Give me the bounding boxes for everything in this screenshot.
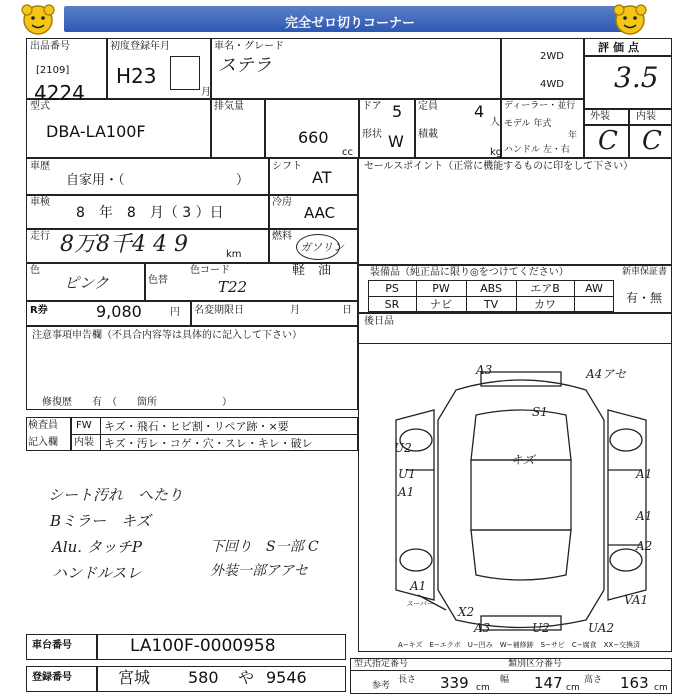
mileage-value: 8万8千4 4 9 <box>60 232 188 257</box>
equip-sr: SR <box>384 298 400 311</box>
width-unit: cm <box>566 683 580 693</box>
length-value: 339 <box>440 674 469 692</box>
diagram-mark: U2 <box>394 441 412 455</box>
color-code-label: 色コード <box>190 265 230 276</box>
diagram-mark: A1 <box>398 485 415 499</box>
warranty-label: 新車保証書 <box>622 267 668 277</box>
sales-point-label: セールスポイント（正常に機能するものに印をして下さい） <box>364 161 634 172</box>
drive-4wd: 4WD <box>540 79 564 90</box>
notes-label: 注意事項申告欄（不具合内容等は具体的に記入して下さい） <box>32 330 302 341</box>
back-seat-label: 後日品 <box>364 316 394 327</box>
note-line-3: Alu. タッチP <box>52 538 142 556</box>
car-diagram <box>386 360 656 640</box>
equip-ps: PS <box>385 282 399 295</box>
mascot-left-icon <box>18 2 58 38</box>
diagram-mark: A1 <box>410 579 427 593</box>
history-value: 自家用・（ <box>66 173 125 188</box>
door-value: 5 <box>392 102 403 121</box>
model-year-label: モデル 年式 <box>504 119 552 129</box>
recycle-value: 9,080 <box>96 302 142 321</box>
diagram-mark: A2 <box>636 539 653 553</box>
exterior-grade: C <box>598 126 618 156</box>
note-line-2: Bミラー キズ <box>50 512 151 530</box>
inspector-label: 検査員 <box>28 420 58 431</box>
car-name-label: 車名・グレード <box>214 41 284 52</box>
aircon-value: AAC <box>304 204 336 222</box>
load-unit: kg <box>490 147 503 158</box>
equip-pw: PW <box>432 282 450 295</box>
diagram-mark: A4アセ <box>586 367 627 381</box>
handle-label: ハンドル 左・右 <box>504 145 570 155</box>
lot-number: 4224 <box>34 81 85 105</box>
sales-frame <box>358 158 672 344</box>
length-label: 長さ <box>398 675 417 685</box>
diagram-mark: U2 <box>532 621 550 635</box>
damage-legend: A−キズ E−エクボ U−凹み W−補修跡 S−サビ C−腐食 XX−交換済 <box>398 641 641 649</box>
diagram-mark: スーパー <box>406 600 434 608</box>
reference-label: 参考 <box>372 681 391 691</box>
type-cert-label: 型式指定番号 <box>354 659 409 669</box>
class-label: 類別区分番号 <box>508 659 563 669</box>
color-change-label: 色替 <box>148 275 168 286</box>
note-line-6: 外装一部アアセ <box>210 563 308 579</box>
height-unit: cm <box>654 683 668 693</box>
diagram-mark: A3 <box>476 363 493 377</box>
fuel-label: 燃料 <box>272 231 292 242</box>
interior-grade: C <box>642 126 662 156</box>
name-change-day: 日 <box>342 305 352 316</box>
interior-label: 内装 <box>636 111 656 122</box>
width-value: 147 <box>534 674 563 692</box>
mascot-right-icon <box>610 2 650 38</box>
fw-items: キズ・飛石・ヒビ割・リペア跡・×要 <box>104 420 289 433</box>
equip-tv: TV <box>483 298 499 311</box>
equip-leather: カワ <box>534 298 556 311</box>
diagram-mark: S1 <box>532 405 548 419</box>
shift-label: シフト <box>272 161 302 172</box>
shift-value: AT <box>312 168 332 187</box>
color-label: 色 <box>30 265 40 276</box>
chassis-label: 車台番号 <box>32 640 72 651</box>
score-value: 3.5 <box>614 61 659 94</box>
car-name-value: ステラ <box>218 55 272 76</box>
displacement-value: 660 <box>298 128 329 147</box>
fuel-circle-mark <box>296 234 340 260</box>
height-label: 高さ <box>584 675 603 685</box>
load-label: 積載 <box>418 129 438 140</box>
capacity-label: 定員 <box>418 101 438 112</box>
width-label: 幅 <box>500 675 510 685</box>
shape-label: 形状 <box>362 129 382 140</box>
title-banner <box>64 6 636 32</box>
capacity-value: 4 <box>474 102 485 121</box>
lot-number-label: 出品番号 <box>30 41 70 52</box>
plate-class: 580 <box>188 668 219 687</box>
mileage-unit: km <box>226 249 242 260</box>
equip-navi: ナビ <box>430 298 452 311</box>
fw-label: FW <box>76 420 92 431</box>
color-code-value: T22 <box>218 278 248 296</box>
recycle-label: R券 <box>30 305 48 316</box>
door-label: ドア <box>362 101 382 112</box>
displacement-label: 排気量 <box>214 101 244 112</box>
equip-abs: ABS <box>480 282 502 295</box>
note-line-1: シート汚れ へたり <box>48 486 184 504</box>
page-title: 完全ゼロ切りコーナー <box>284 16 415 31</box>
diagram-mark: U1 <box>398 467 416 481</box>
inspection-label: 車検 <box>30 197 50 208</box>
drive-2wd: 2WD <box>540 51 564 62</box>
recorder-label: 記入欄 <box>28 437 58 448</box>
plate-number: 9546 <box>266 668 307 687</box>
diagram-mark: VA1 <box>624 593 649 607</box>
fuel-gasoline: ガソリン <box>300 241 344 254</box>
aircon-label: 冷房 <box>272 197 292 208</box>
interior-notes-label: 内装 <box>74 437 94 448</box>
first-registration-label: 初度登録年月 <box>110 41 170 52</box>
diagram-mark: UA2 <box>588 621 615 635</box>
repair-history-close: ） <box>222 397 232 408</box>
plate-region: 宮城 <box>118 668 151 687</box>
dealer-label: ディーラー・並行 <box>504 101 576 111</box>
color-value: ピンク <box>64 274 109 292</box>
diagram-mark: X2 <box>458 605 475 619</box>
year-unit: 年 <box>568 131 578 141</box>
history-label: 車歴 <box>30 161 50 172</box>
name-change-label: 名変期限日 <box>194 305 244 316</box>
diagram-mark: A3 <box>474 621 491 635</box>
header-bar <box>0 0 700 40</box>
note-line-5: 下回り S一部 C <box>210 539 319 555</box>
score-label: 評価点 <box>598 41 643 54</box>
registration-month-box <box>170 56 200 90</box>
displacement-unit: cc <box>342 147 353 158</box>
inspection-value: 8 年 8 月（ 3 ）日 <box>76 205 224 221</box>
plate-label: 登録番号 <box>32 672 72 683</box>
capacity-unit: 人 <box>490 117 500 128</box>
diagram-mark: A1 <box>636 509 653 523</box>
equipment-label: 装備品（純正品に限り◎をつけてください） <box>370 267 569 278</box>
model-label: 型式 <box>30 101 50 112</box>
lot-code: [2109] <box>36 65 70 76</box>
length-unit: cm <box>476 683 490 693</box>
equip-aw: AW <box>585 282 603 295</box>
note-line-4: ハンドルスレ <box>52 564 142 582</box>
name-change-month: 月 <box>290 305 300 316</box>
month-unit: 月 <box>201 87 211 98</box>
exterior-label: 外装 <box>590 111 610 122</box>
model-value: DBA-LA100F <box>46 122 146 141</box>
plate-kana: や <box>238 668 255 687</box>
diagram-mark: A1 <box>636 467 653 481</box>
diagram-mark: キズ <box>511 453 535 467</box>
equip-airbag: エアB <box>530 282 560 295</box>
shape-value: W <box>388 132 404 151</box>
registration-year: H23 <box>116 64 157 88</box>
repair-history-label: 修復歴 有 （ 箇所 <box>42 397 157 408</box>
chassis-value: LA100F-0000958 <box>130 636 276 656</box>
history-close: ） <box>236 173 250 188</box>
height-value: 163 <box>620 674 649 692</box>
recycle-unit: 円 <box>170 307 180 318</box>
warranty-value: 有・無 <box>626 291 663 305</box>
interior-items: キズ・汚レ・コゲ・穴・スレ・キレ・破レ <box>104 437 313 450</box>
fuel-diesel: 軽 油 <box>292 263 332 278</box>
mileage-label: 走行 <box>30 231 50 242</box>
